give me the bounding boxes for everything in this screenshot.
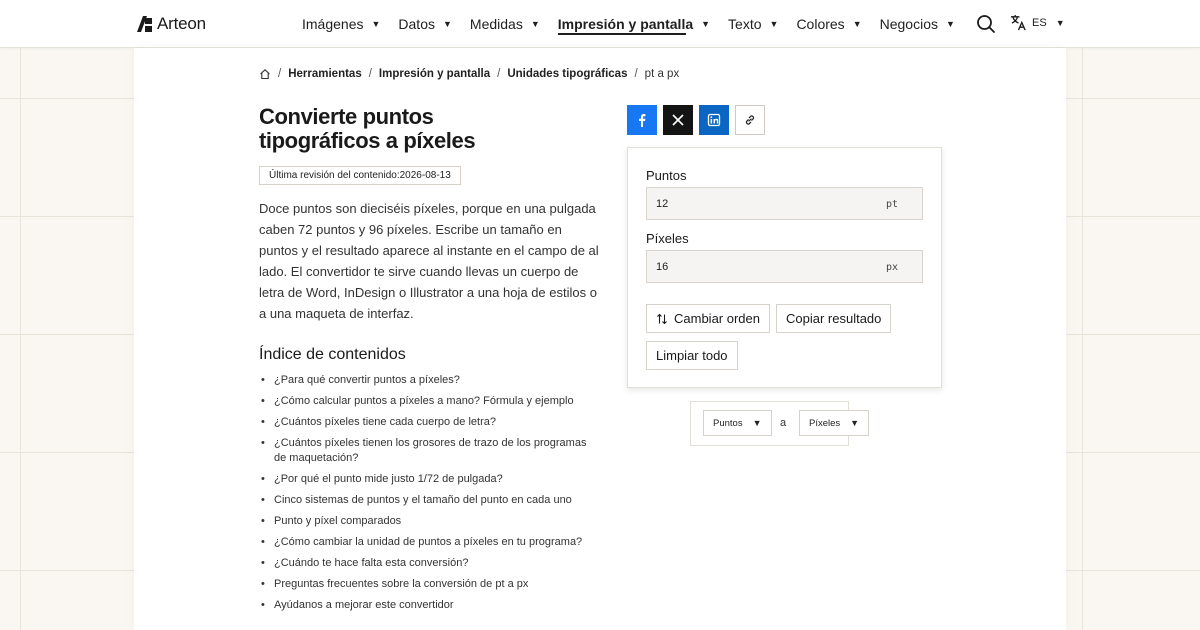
swap-arrows-icon [656, 313, 668, 325]
nav-item-colores[interactable] [796, 0, 861, 48]
toc-link[interactable]: • Ayúdanos a mejorar este convertidor [259, 598, 599, 613]
copy-result-label: Copiar resultado [786, 311, 882, 326]
unit-selector [690, 401, 860, 446]
nav-label: Imágenes [302, 16, 364, 32]
breadcrumb-link[interactable]: Herramientas [288, 68, 362, 80]
nav-label: Colores [796, 16, 845, 32]
brand-name: Arteon [157, 14, 206, 33]
share-facebook-button[interactable] [627, 105, 657, 135]
toc-heading: Índice de contenidos [259, 346, 406, 363]
to-unit-select[interactable] [799, 410, 869, 436]
caret-down-icon: ▼ [371, 19, 381, 29]
from-unit: pt [885, 199, 898, 210]
language-code: ES [1032, 16, 1047, 29]
nav-item-datos[interactable] [398, 0, 452, 48]
points-input[interactable] [647, 188, 877, 219]
breadcrumb-separator: / [497, 68, 501, 80]
toc-link[interactable]: • ¿Cuántos píxeles tiene cada cuerpo de letra? [259, 415, 599, 430]
share-linkedin-button[interactable] [699, 105, 729, 135]
caret-down-icon: ▼ [945, 19, 955, 29]
language-selector[interactable] [1010, 14, 1065, 31]
converter-panel [627, 147, 942, 388]
caret-down-icon: ▼ [1055, 17, 1065, 28]
to-field-label: Píxeles [646, 231, 689, 246]
toc-link[interactable]: • Preguntas frecuentes sobre la conversión de pt a px [259, 577, 599, 592]
nav-label: Negocios [879, 16, 938, 32]
toc-link[interactable]: • Punto y píxel comparados [259, 514, 599, 529]
toc-link[interactable]: • ¿Para qué convertir puntos a píxeles? [259, 373, 599, 388]
revision-label: Última revisión del contenido: [269, 170, 400, 181]
facebook-icon [635, 113, 649, 127]
caret-down-icon: ▼ [701, 19, 711, 29]
top-navigation-bar [0, 0, 1200, 48]
swap-order-label: Cambiar orden [674, 311, 760, 326]
x-icon [671, 113, 685, 127]
from-field-label: Puntos [646, 168, 687, 183]
search-icon [975, 13, 997, 35]
nav-item-texto[interactable] [728, 0, 778, 48]
nav-item-medidas[interactable] [470, 0, 540, 48]
toc-link[interactable]: • ¿Cuántos píxeles tienen los grosores de trazo de los programas de maquetación? [259, 436, 599, 466]
caret-down-icon: ▼ [530, 19, 540, 29]
search-button[interactable] [975, 13, 997, 35]
clear-all-button[interactable] [646, 341, 738, 370]
copy-result-button[interactable] [776, 304, 891, 333]
nav-label: Medidas [469, 16, 523, 32]
translate-icon [1010, 14, 1027, 31]
breadcrumb-separator: / [368, 68, 372, 80]
page-title: Convierte puntos tipográficos a píxeles [259, 104, 476, 153]
nav-label: Datos [398, 16, 435, 32]
share-buttons [627, 105, 765, 135]
home-icon[interactable] [259, 68, 271, 80]
share-x-button[interactable] [663, 105, 693, 135]
nav-label: Texto [728, 16, 762, 32]
toc-link[interactable]: • ¿Por qué el punto mide justo 1/72 de pulgada? [259, 472, 599, 487]
caret-down-icon: ▼ [769, 19, 779, 29]
breadcrumb-separator: / [278, 68, 282, 80]
swap-order-button[interactable] [646, 304, 770, 333]
pixels-input[interactable] [647, 251, 877, 282]
revision-date: 2026-08-13 [399, 170, 451, 181]
caret-down-icon: ▼ [442, 19, 452, 29]
nav-item-impresion-y-pantalla[interactable] [558, 0, 710, 48]
toc-link[interactable]: • ¿Cuándo te hace falta esta conversión? [259, 556, 599, 571]
from-field [646, 187, 923, 220]
breadcrumb-current: pt a px [644, 68, 680, 80]
breadcrumb [259, 68, 679, 80]
breadcrumb-link[interactable]: Unidades tipográficas [507, 68, 628, 80]
unit-connector: a [780, 417, 787, 429]
main-content [134, 48, 1066, 630]
linkedin-icon [707, 113, 721, 127]
table-of-contents [259, 373, 599, 619]
breadcrumb-link[interactable]: Impresión y pantalla [378, 68, 491, 80]
caret-down-icon: ▼ [850, 418, 860, 428]
from-unit-select[interactable] [703, 410, 772, 436]
caret-down-icon: ▼ [752, 418, 762, 428]
copy-link-button[interactable] [735, 105, 765, 135]
nav-item-negocios[interactable] [880, 0, 955, 48]
nav-item-imagenes[interactable] [302, 0, 380, 48]
to-unit: px [885, 262, 898, 273]
link-icon [743, 113, 757, 127]
revision-badge [259, 166, 461, 185]
nav-label: Impresión y pantalla [557, 16, 694, 32]
toc-link[interactable]: • ¿Cómo cambiar la unidad de puntos a píxeles en tu programa? [259, 535, 599, 550]
clear-all-label: Limpiar todo [656, 348, 728, 363]
toc-link[interactable]: • Cinco sistemas de puntos y el tamaño del punto en cada uno [259, 493, 599, 508]
breadcrumb-separator: / [634, 68, 638, 80]
intro-paragraph: Doce puntos son dieciséis píxeles, porque en una pulgada caben 72 puntos y 96 píxeles. Escribe un tamaño en puntos y el resultado aparece al instante en el campo de al lado. El convertidor te sirve cuando llevas un cuerpo de letra de Word, InDesign o Illustrator a una hoja de estilos o a una maqueta de interfaz. [259, 201, 599, 321]
to-unit-select-value: Píxeles [809, 417, 841, 429]
caret-down-icon: ▼ [852, 19, 862, 29]
from-unit-select-value: Puntos [713, 417, 743, 429]
to-field [646, 250, 923, 283]
brand-logo-icon [137, 16, 153, 32]
toc-link[interactable]: • ¿Cómo calcular puntos a píxeles a mano? Fórmula y ejemplo [259, 394, 599, 409]
brand-logo[interactable] [137, 13, 206, 35]
main-navigation [302, 0, 973, 48]
